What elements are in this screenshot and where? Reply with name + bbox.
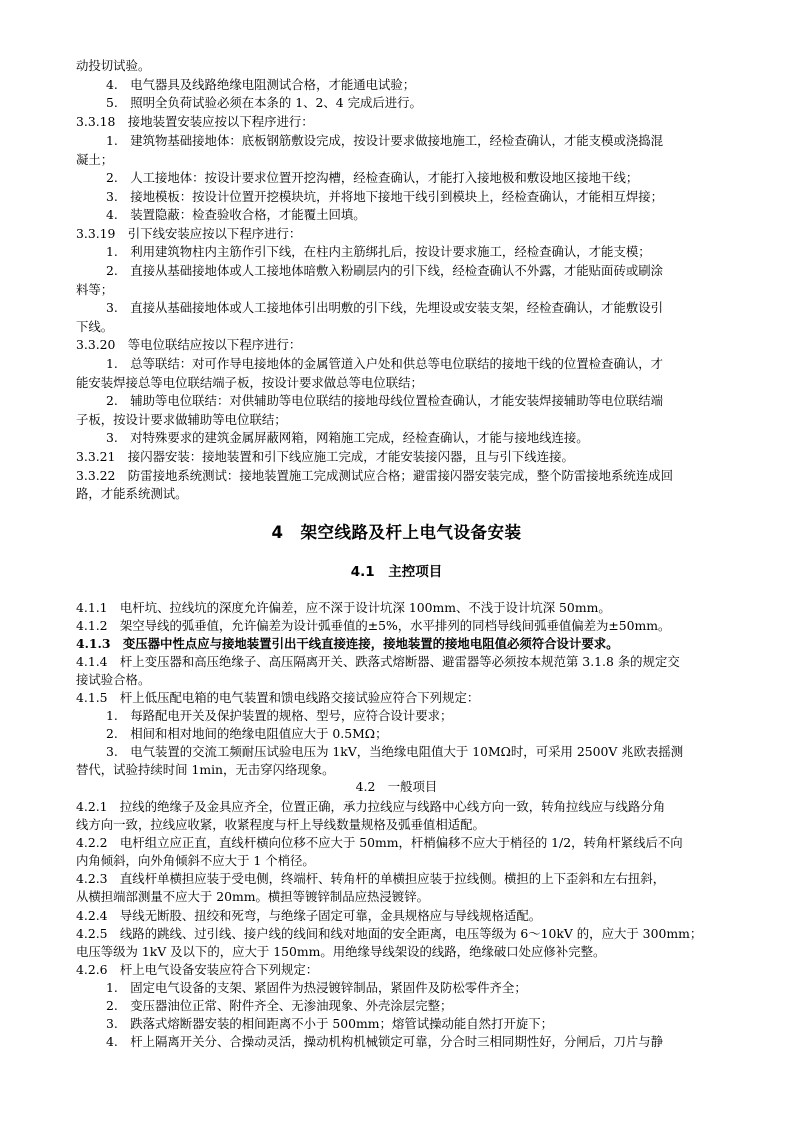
text-line: 接试验合格。 <box>76 672 151 687</box>
text-line: 1. 每路配电开关及保护装置的规格、型号，应符合设计要求； <box>106 708 453 723</box>
text-line: 3. 直接从基础接地体或人工接地体引出明敷的引下线，先埋设或安装支架，经检查确认，才能敷设引 <box>106 300 664 315</box>
text-line: 料等； <box>76 282 114 297</box>
text-line: 子板，按设计要求做辅助等电位联结； <box>76 412 287 427</box>
text-line: 下线。 <box>76 319 114 334</box>
text-line: 能安装焊接总等电位联结端子板，按设计要求做总等电位联结； <box>76 375 423 390</box>
clause-heading: 3.3.22 防雷接地系统测试：接地装置施工完成测试应合格；避雷接闪器安装完成，整个防雷接地系统连成回 <box>76 468 673 483</box>
text-line: 4. 装置隐蔽：检查验收合格，才能覆土回填。 <box>106 207 366 222</box>
clause-line: 4.1.1 电杆坑、拉线坑的深度允许偏差，应不深于设计坑深 100mm、不浅于设计坑深 50mm。 <box>76 600 611 615</box>
clause-line: 4.2.1 拉线的绝缘子及金具应齐全，位置正确，承力拉线应与线路中心线方向一致，转角拉线应与线路分角 <box>76 799 666 814</box>
text-line: 2. 人工接地体：按设计要求位置开挖沟槽，经检查确认，才能打入接地极和敷设地区接地干线； <box>106 170 639 185</box>
text-line: 2. 辅助等电位联结：对供辅助等电位联结的接地母线位置检查确认，才能安装焊接辅助等电位联结端 <box>106 393 664 408</box>
text-line: 动投切试验。 <box>76 58 151 73</box>
clause-heading: 3.3.21 接闪器安装：接地装置和引下线应施工完成，才能安装接闪器，且与引下线连接。 <box>76 449 574 464</box>
text-line: 凝土； <box>76 152 114 167</box>
section-title: 4.2 一般项目 <box>355 779 438 794</box>
text-line: 3. 对特殊要求的建筑金属屏蔽网箱，网箱施工完成，经检查确认，才能与接地线连接。 <box>106 430 589 445</box>
clause-line: 4.2.2 电杆组立应正直，直线杆横向位移不应大于 50mm，杆梢偏移不应大于梢径的 1/2，转角杆紧线后不向 <box>76 835 683 850</box>
text-line: 3. 电气装置的交流工频耐压试验电压为 1kV，当绝缘电阻值大于 10MΩ时，可采用 2500V 兆欧表摇测 <box>106 744 684 759</box>
text-line: 线方向一致，拉线应收紧，收紧程度与杆上导线数量规格及弧垂值相适配。 <box>76 817 485 832</box>
text-line: 5. 照明全负荷试验必须在本条的 1、2、4 完成后进行。 <box>106 95 422 110</box>
text-line: 从横担端部测量不应大于 20mm。横担等镀锌制品应热浸镀锌。 <box>76 889 429 904</box>
clause-line: 4.2.6 杆上电气设备安装应符合下列规定： <box>76 962 319 977</box>
clause-line: 4.1.5 杆上低压配电箱的电气装置和馈电线路交接试验应符合下列规定： <box>76 690 480 705</box>
text-line: 4. 电气器具及线路绝缘电阻测试合格，才能通电试验； <box>106 77 416 92</box>
text-line: 3. 接地模板：按设计位置开挖模块坑，并将地下接地干线引到模块上，经检查确认，才能相互焊接； <box>106 189 664 204</box>
clause-line: 4.1.2 架空导线的弧垂值，允许偏差为设计弧垂值的±5%，水平排列的同档导线间弧垂值偏差为±50mm。 <box>76 618 671 633</box>
text-line: 1. 总等联结：对可作导电接地体的金属管道入户处和供总等电位联结的接地干线的位置检查确认，才 <box>106 356 664 371</box>
text-line: 4. 杆上隔离开关分、合操动灵活，操动机构机械锁定可靠，分合时三相同期性好，分闸后，刀片与静 <box>106 1034 664 1049</box>
text-line: 电压等级为 1kV 及以下的，应大于 150mm。用绝缘导线架设的线路，绝缘破口处应修补完整。 <box>76 944 606 959</box>
text-line: 2. 直接从基础接地体或人工接地体暗敷入粉刷层内的引下线，经检查确认不外露，才能贴面砖或刷涂 <box>106 263 664 278</box>
clause-line: 4.1.4 杆上变压器和高压绝缘子、高压隔离开关、跌落式熔断器、避雷器等必须按本规范第 3.1.8 条的规定交 <box>76 654 680 669</box>
section-title: 4.1 主控项目 <box>350 564 443 580</box>
clause-line: 4.2.5 线路的跳线、过引线、接户线的线间和线对地面的安全距离，电压等级为 6～10kV 的，应大于 300mm； <box>76 926 703 941</box>
text-line: 1. 利用建筑物柱内主筋作引下线，在柱内主筋绑扎后，按设计要求施工，经检查确认，才能支模； <box>106 244 651 259</box>
text-line: 1. 固定电气设备的支架、紧固件为热浸镀锌制品，紧固件及防松零件齐全； <box>106 980 527 995</box>
clause-line: 4.2.4 导线无断股、扭绞和死弯，与绝缘子固定可靠，金具规格应与导线规格适配。 <box>76 908 542 923</box>
clause-line: 4.2.3 直线杆单横担应装于受电侧，终端杆、转角杆的单横担应装于拉线侧。横担的上下歪斜和左右扭斜， <box>76 871 666 886</box>
chapter-title: 4 架空线路及杆上电气设备安装 <box>271 523 522 542</box>
text-line: 内角倾斜，向外角倾斜不应大于 1 个梢径。 <box>76 853 315 868</box>
text-line: 1. 建筑物基础接地体：底板钢筋敷设完成，按设计要求做接地施工，经检查确认，才能支模或浇捣混 <box>106 133 664 148</box>
clause-line-bold: 4.1.3 变压器中性点应与接地装置引出干线直接连接，接地装置的接地电阻值必须符合设计要求。 <box>76 636 619 651</box>
text-line: 路，才能系统测试。 <box>76 486 188 501</box>
text-line: 替代，试验持续时间 1min，无击穿闪络现象。 <box>76 762 335 777</box>
text-line: 2. 相间和相对地间的绝缘电阻值应大于 0.5MΩ； <box>106 726 388 741</box>
text-line: 2. 变压器油位正常、附件齐全、无渗油现象、外壳涂层完整； <box>106 998 453 1013</box>
clause-heading: 3.3.20 等电位联结应按以下程序进行： <box>76 337 302 352</box>
clause-heading: 3.3.19 引下线安装应按以下程序进行： <box>76 226 302 241</box>
clause-heading: 3.3.18 接地装置安装应按以下程序进行： <box>76 114 314 129</box>
text-line: 3. 跌落式熔断器安装的相间距离不小于 500mm；熔管试操动能自然打开旋下； <box>106 1016 554 1031</box>
